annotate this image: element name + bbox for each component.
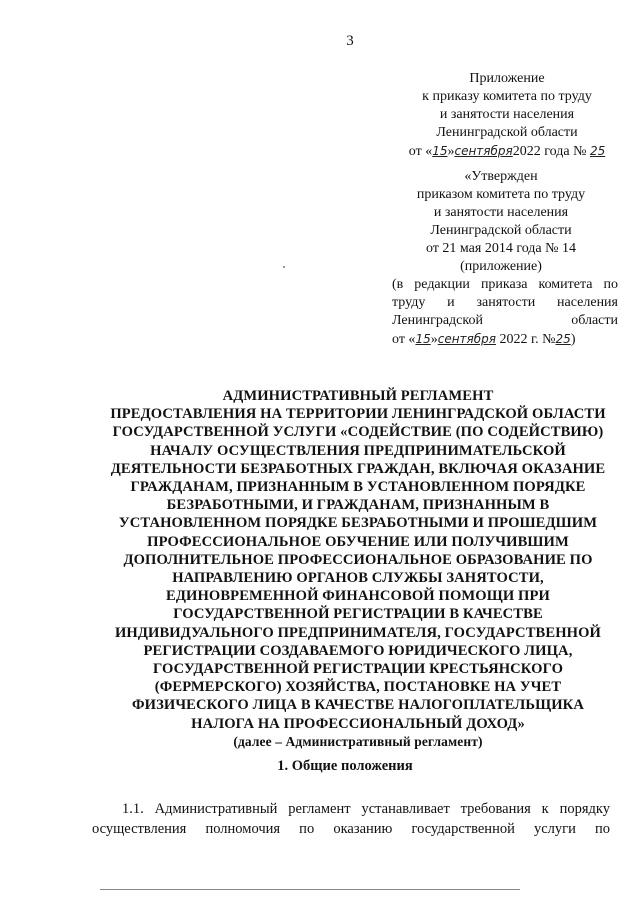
paragraph-line: 1.1. Административный регламент устанавливает требования к порядку <box>122 801 610 817</box>
title-line: НАПРАВЛЕНИЮ ОРГАНОВ СЛУЖБЫ ЗАНЯТОСТИ, <box>172 570 544 587</box>
date-mid: » <box>447 144 455 159</box>
title-line: (ФЕРМЕРСКОГО) ХОЗЯЙСТВА, ПОСТАНОВКЕ НА УЧЕТ <box>154 679 562 696</box>
title-line: РЕГИСТРАЦИИ СОЗДАВАЕМОГО ЮРИДИЧЕСКОГО ЛИЦА, <box>143 642 573 659</box>
date-year: 2022 г. № <box>499 332 556 347</box>
approved-line: приказом комитета по труду <box>416 187 586 202</box>
speck <box>283 266 285 268</box>
appendix-line: Приложение <box>469 71 545 86</box>
approved-line: от 21 мая 2014 года № 14 <box>425 241 577 256</box>
title-line: ГОСУДАРСТВЕННОЙ УСЛУГИ «СОДЕЙСТВИЕ (ПО СОДЕЙСТВИЮ) <box>112 424 604 441</box>
title-line: НАЛОГА НА ПРОФЕССИОНАЛЬНЫЙ ДОХОД» <box>191 715 525 732</box>
date-prefix: от « <box>408 144 433 159</box>
handwritten-month: сентября <box>454 144 513 158</box>
handwritten-number: 25 <box>589 144 606 158</box>
date-mid: » <box>430 332 438 347</box>
section-heading: 1. Общие положения <box>277 758 413 774</box>
handwritten-month: сентября <box>437 332 496 346</box>
title-line: ФИЗИЧЕСКОГО ЛИЦА В КАЧЕСТВЕ НАЛОГОПЛАТЕЛЬЩИКА <box>132 697 584 714</box>
title-line: БЕЗРАБОТНЫМИ, И ГРАЖДАНАМ, ПРИЗНАННЫМ В <box>166 497 550 514</box>
page-number: 3 <box>346 33 354 49</box>
edition-date <box>392 330 618 349</box>
title-line: ГРАЖДАНАМ, ПРИЗНАННЫМ В УСТАНОВЛЕННОМ ПОРЯДКЕ <box>130 479 586 496</box>
title-line: НАЧАЛУ ОСУЩЕСТВЛЕНИЯ ПРЕДПРИНИМАТЕЛЬСКОЙ <box>150 442 566 459</box>
appendix-line: к приказу комитета по труду <box>422 89 592 104</box>
approved-block <box>388 168 614 276</box>
appendix-block <box>388 70 626 161</box>
title-subtitle: (далее – Административный регламент) <box>233 733 483 749</box>
bottom-rule <box>100 889 520 890</box>
appendix-date <box>388 142 626 161</box>
title-line: ПРОФЕССИОНАЛЬНОЕ ОБУЧЕНИЕ ИЛИ ПОЛУЧИВШИМ <box>147 533 569 550</box>
handwritten-day: 15 <box>415 332 431 346</box>
edition-line: Ленинградской области <box>392 313 618 328</box>
date-suffix: ) <box>570 332 576 347</box>
appendix-line: и занятости населения <box>439 107 575 122</box>
handwritten-number: 25 <box>555 332 571 346</box>
title-line: АДМИНИСТРАТИВНЫЙ РЕГЛАМЕНТ <box>222 388 494 404</box>
handwritten-day: 15 <box>432 144 448 158</box>
title-line: УСТАНОВЛЕННОМ ПОРЯДКЕ БЕЗРАБОТНЫМИ И ПРОШЕДШИМ <box>118 515 598 532</box>
title-line: ИНДИВИДУАЛЬНОГО ПРЕДПРИНИМАТЕЛЯ, ГОСУДАРСТВЕННОЙ <box>114 624 602 641</box>
date-prefix: от « <box>392 332 416 347</box>
edition-line: (в редакции приказа комитета по <box>392 277 618 292</box>
approved-line: и занятости населения <box>433 205 569 220</box>
title-line: ДЕЯТЕЛЬНОСТИ БЕЗРАБОТНЫХ ГРАЖДАН, ВКЛЮЧАЯ ОКАЗАНИЕ <box>110 460 606 477</box>
title-line: ГОСУДАРСТВЕННОЙ РЕГИСТРАЦИИ В КАЧЕСТВЕ <box>173 606 543 623</box>
title-line: ЕДИНОВРЕМЕННОЙ ФИНАНСОВОЙ ПОМОЩИ ПРИ <box>166 588 550 605</box>
approved-line: «Утвержден <box>464 169 538 184</box>
paragraph-line: осуществления полномочия по оказанию государственной услуги по <box>92 821 610 837</box>
title-line: ПРЕДОСТАВЛЕНИЯ НА ТЕРРИТОРИИ ЛЕНИНГРАДСКОЙ ОБЛАСТИ <box>110 406 606 423</box>
appendix-line: Ленинградской области <box>436 125 578 140</box>
date-year: 2022 года № <box>512 144 587 159</box>
body-paragraph <box>92 799 610 839</box>
edition-block <box>392 276 618 349</box>
approved-line: Ленинградской области <box>430 223 572 238</box>
title-line: ГОСУДАРСТВЕННОЙ РЕГИСТРАЦИИ КРЕСТЬЯНСКОГО <box>152 661 564 678</box>
edition-line: труду и занятости населения <box>392 295 618 310</box>
title-line: ДОПОЛНИТЕЛЬНОЕ ПРОФЕССИОНАЛЬНОЕ ОБРАЗОВАНИЕ ПО <box>123 551 593 568</box>
document-title <box>84 387 632 751</box>
approved-line: (приложение) <box>460 259 542 274</box>
